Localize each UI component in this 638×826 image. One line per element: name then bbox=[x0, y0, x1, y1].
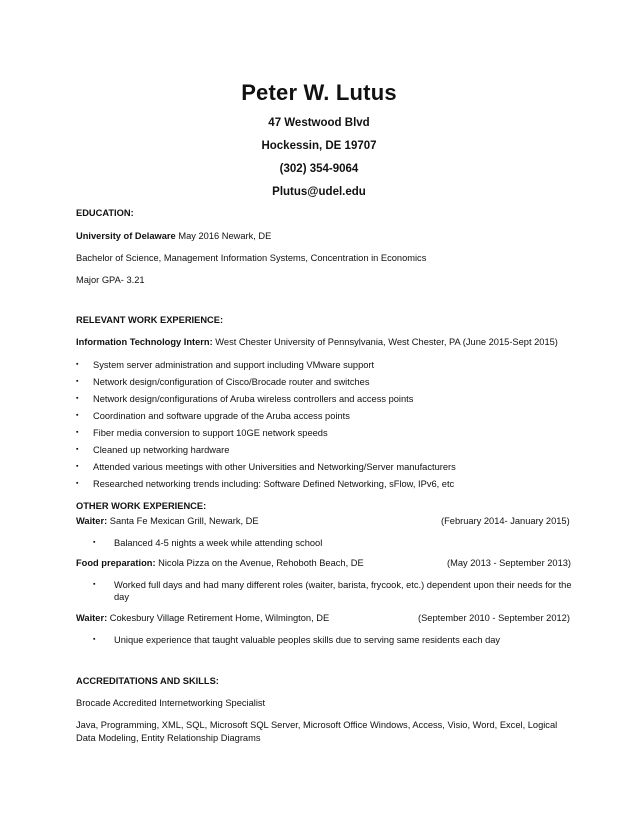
bullet-icon: ▪ bbox=[76, 429, 79, 436]
skills-line: Java, Programming, XML, SQL, Microsoft SQL Server, Microsoft Office Windows, Access, Visio, Word, Excel, Logical bbox=[76, 720, 558, 730]
relevant-bullet: Coordination and software upgrade of the Aruba access points bbox=[93, 411, 350, 421]
bullet-icon: ▪ bbox=[93, 581, 96, 588]
bullet-icon: ▪ bbox=[93, 636, 96, 643]
job-title: Food preparation: bbox=[76, 558, 156, 568]
job-bullet: Balanced 4-5 nights a week while attending school bbox=[114, 538, 323, 548]
other-heading: OTHER WORK EXPERIENCE: bbox=[76, 501, 207, 511]
job-place: Nicola Pizza on the Avenue, Rehoboth Beach, DE bbox=[158, 558, 364, 568]
job-place: Cokesbury Village Retirement Home, Wilmington, DE bbox=[109, 613, 330, 623]
phone-line: (302) 354-9064 bbox=[279, 163, 359, 175]
school-name: University of Delaware bbox=[76, 231, 176, 241]
relevant-bullet: Cleaned up networking hardware bbox=[93, 445, 230, 455]
city-line: Hockessin, DE 19707 bbox=[261, 140, 377, 152]
relevant-bullet: Network design/configuration of Cisco/Brocade router and switches bbox=[93, 377, 370, 387]
job-bullet: Unique experience that taught valuable peoples skills due to serving same residents each day bbox=[114, 635, 501, 645]
job-line bbox=[76, 515, 259, 527]
job-place: Santa Fe Mexican Grill, Newark, DE bbox=[109, 516, 259, 526]
education-school-line bbox=[76, 230, 271, 242]
bullet-icon: ▪ bbox=[76, 412, 79, 419]
job-title: Waiter: bbox=[76, 613, 108, 623]
intern-title: Information Technology Intern: bbox=[76, 337, 213, 347]
job-dates: (September 2010 - September 2012) bbox=[418, 613, 570, 623]
address-line: 47 Westwood Blvd bbox=[268, 117, 370, 129]
skills-heading: ACCREDITATIONS AND SKILLS: bbox=[76, 676, 219, 686]
job-dates: (February 2014- January 2015) bbox=[441, 516, 570, 526]
bullet-icon: ▪ bbox=[93, 539, 96, 546]
degree-line: Bachelor of Science, Management Information Systems, Concentration in Economics bbox=[76, 253, 427, 263]
job-dates: (May 2013 - September 2013) bbox=[447, 558, 572, 568]
job-title: Waiter: bbox=[76, 516, 108, 526]
relevant-bullet: System server administration and support including VMware support bbox=[93, 360, 375, 370]
bullet-icon: ▪ bbox=[76, 480, 79, 487]
relevant-bullet: Fiber media conversion to support 10GE network speeds bbox=[93, 428, 328, 438]
bullet-icon: ▪ bbox=[76, 463, 79, 470]
bullet-icon: ▪ bbox=[76, 378, 79, 385]
bullet-icon: ▪ bbox=[76, 446, 79, 453]
email-line: Plutus@udel.edu bbox=[272, 186, 366, 198]
education-heading: EDUCATION: bbox=[76, 208, 134, 218]
job-bullet: Worked full days and had many different roles (waiter, barista, frycook, etc.) dependent upon their needs for the day bbox=[114, 580, 572, 602]
skills-line: Data Modeling, Entity Relationship Diagrams bbox=[76, 733, 261, 743]
intern-line bbox=[76, 336, 558, 348]
relevant-bullet: Attended various meetings with other Universities and Networking/Server manufacturers bbox=[93, 462, 456, 472]
bullet-icon: ▪ bbox=[76, 395, 79, 402]
gpa-line: Major GPA- 3.21 bbox=[76, 275, 145, 285]
school-detail: May 2016 Newark, DE bbox=[178, 231, 272, 241]
candidate-name: Peter W. Lutus bbox=[241, 80, 397, 105]
relevant-bullet: Researched networking trends including: Software Defined Networking, sFlow, IPv6, etc bbox=[93, 479, 455, 489]
relevant-bullet: Network design/configurations of Aruba wireless controllers and access points bbox=[93, 394, 414, 404]
intern-detail: West Chester University of Pennsylvania, West Chester, PA (June 2015-Sept 2015) bbox=[215, 337, 558, 347]
skills-line: Brocade Accredited Internetworking Specialist bbox=[76, 698, 266, 708]
job-line bbox=[76, 557, 364, 569]
job-line bbox=[76, 612, 329, 624]
relevant-heading: RELEVANT WORK EXPERIENCE: bbox=[76, 315, 224, 325]
bullet-icon: ▪ bbox=[76, 361, 79, 368]
